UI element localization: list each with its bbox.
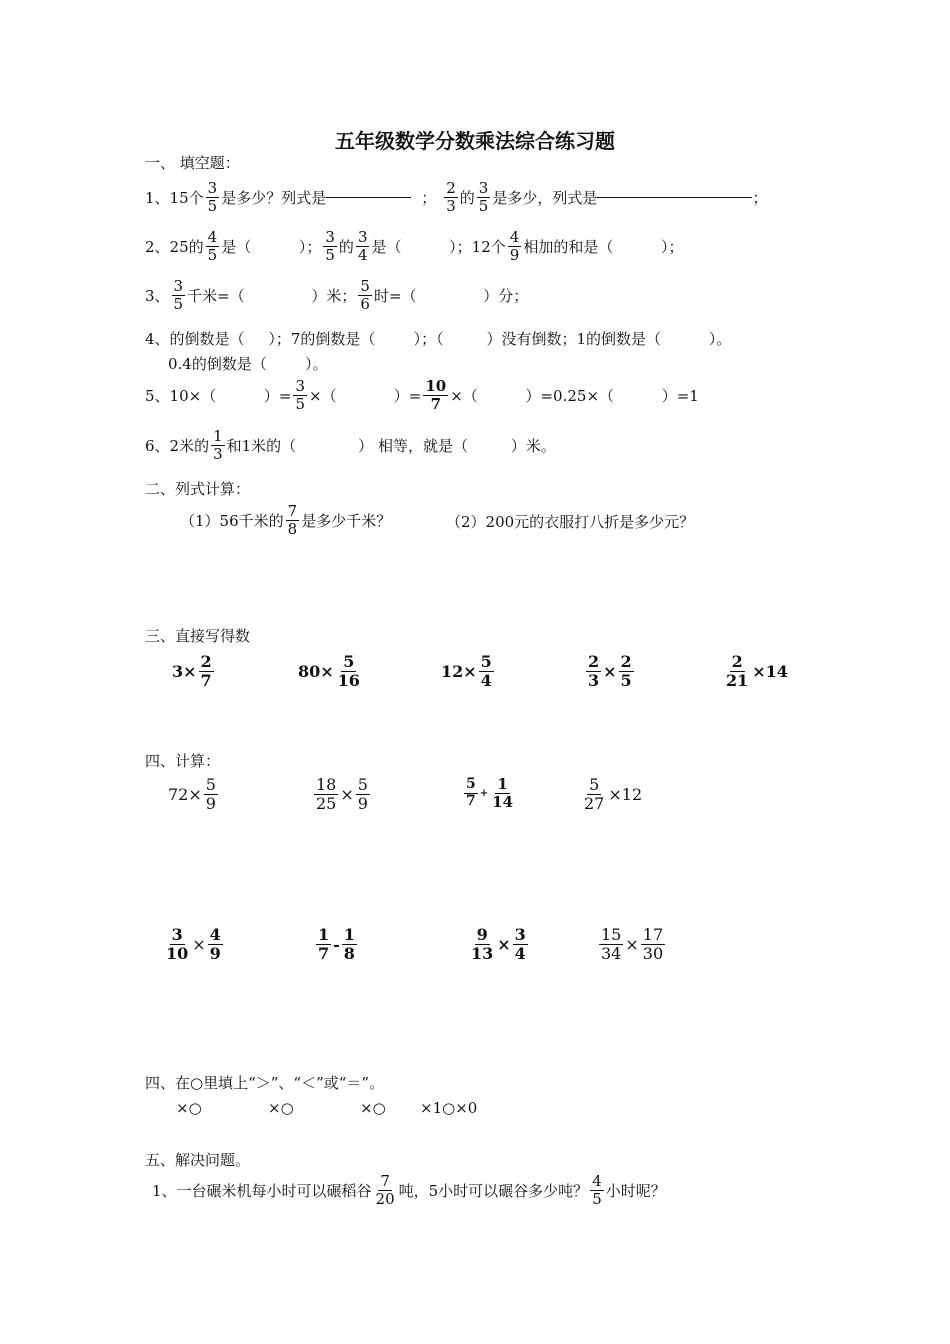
- oral-calc-2: 80× $\frac{5}{16}$: [298, 652, 360, 690]
- calc-1-3: $\frac{5}{7}$ + $\frac{1}{14}$: [466, 775, 514, 811]
- question-1-1: 1、15个 $\frac{3}{5}$ 是多少？列式是 ； $\frac{2}{3}$ 的 $\frac{3}{5}$ 是多少，列式是 ；: [145, 179, 768, 215]
- calc-1-1: 72× $\frac{5}{9}$: [168, 775, 216, 813]
- problem-2-1: （1）56千米的 $\frac{7}{8}$ 是多少千米？: [180, 502, 392, 538]
- oral-calc-5: $\frac{2}{21}$ ×14: [726, 652, 788, 690]
- oral-calc-4: $\frac{2}{3}$ × $\frac{2}{5}$: [588, 652, 632, 690]
- question-1-2: 2、25的 $\frac{4}{5}$ 是（ ）； $\frac{3}{5}$ 的 $\frac{3}{4}$ 是（ ）；12个 $\frac{4}{9}$ 相加的和是（ ）；: [145, 228, 684, 264]
- section2-heading: 二、列式计算：: [145, 480, 251, 498]
- section3-heading: 三、直接写得数: [145, 627, 251, 645]
- calc-2-3: $\frac{9}{13}$ × $\frac{3}{4}$: [471, 925, 526, 963]
- calc-1-4: $\frac{5}{27}$ ×12: [584, 775, 643, 813]
- oral-calc-1: 3× $\frac{2}{7}$: [172, 652, 212, 690]
- answer-blank[interactable]: [326, 197, 411, 198]
- section4-heading: 四、计算：: [145, 752, 221, 770]
- section4b-heading: 四、在○里填上“＞”、“＜”或“＝”。: [145, 1074, 385, 1092]
- question-1-3: 3、 $\frac{3}{5}$ 千米=（ ）米； $\frac{5}{6}$ 时=（ ）分；: [145, 277, 529, 313]
- problem-2-2: （2）200元的衣服打八折是多少元？: [446, 513, 695, 531]
- question-1-4: 4、的倒数是（ ）；7的倒数是（ ）；（ ）没有倒数；1的倒数是（ ）。: [145, 330, 732, 348]
- compare-item: ×○: [360, 1099, 386, 1117]
- calc-2-1: $\frac{3}{10}$ × $\frac{4}{9}$: [166, 925, 221, 963]
- question-1-6: 6、2米的 $\frac{1}{3}$ 和1米的（ ） 相等，就是（ ）米。: [145, 427, 556, 463]
- question-1-5: 5、10×（ ）= $\frac{3}{5}$ ×（ ）= $\frac{10}{7}$ ×（ ）=0.25×（ ）=1: [145, 377, 699, 413]
- calc-2-4: $\frac{15}{34}$ × $\frac{17}{30}$: [601, 925, 664, 963]
- compare-item: ×○: [176, 1099, 202, 1117]
- calc-2-2: $\frac{1}{7}$ - $\frac{1}{8}$: [318, 925, 355, 963]
- compare-item: ×1○×0: [420, 1099, 478, 1117]
- page-title: 五年级数学分数乘法综合练习题: [335, 129, 615, 153]
- calc-1-2: $\frac{18}{25}$ × $\frac{5}{9}$: [316, 775, 368, 813]
- section5-heading: 五、解决问题。: [145, 1151, 251, 1169]
- problem-5-1: 1、一台碾米机每小时可以碾稻谷 $\frac{7}{20}$ 吨，5小时可以碾谷多少吨？ $\frac{4}{5}$ 小时呢？: [152, 1172, 666, 1208]
- fraction: $\frac{3}{5}$: [207, 179, 218, 215]
- question-1-4b: 0.4的倒数是（ ）。: [168, 355, 328, 373]
- answer-blank[interactable]: [597, 197, 752, 198]
- section1-heading: 一、 填空题：: [145, 154, 240, 172]
- oral-calc-3: 12× $\frac{5}{4}$: [441, 652, 492, 690]
- compare-item: ×○: [268, 1099, 294, 1117]
